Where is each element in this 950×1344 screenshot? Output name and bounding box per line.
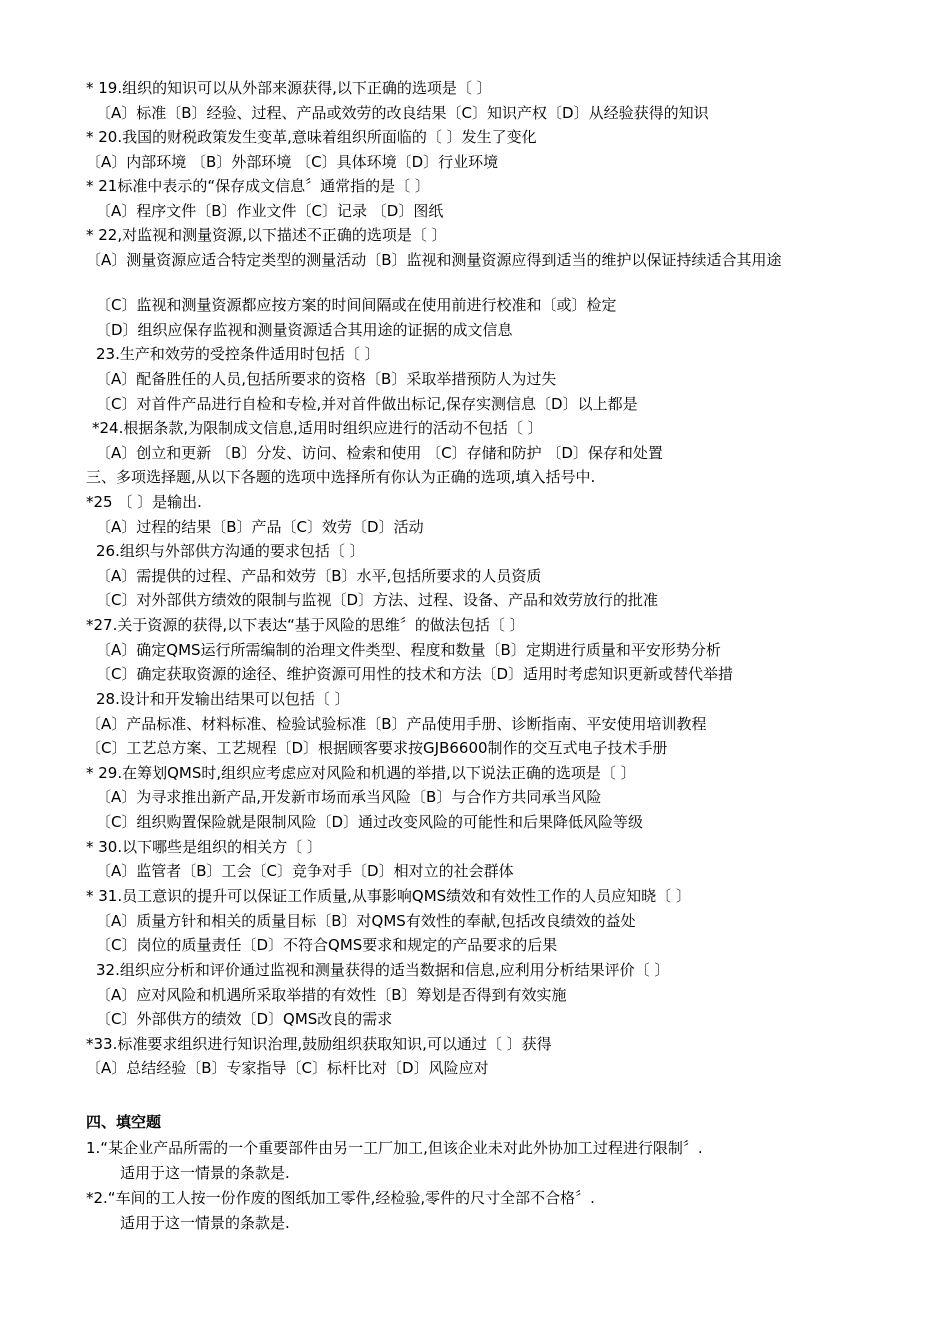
question-19: * 19.组织的知识可以从外部来源获得,以下正确的选项是〔 〕 (86, 79, 492, 97)
question-28: 28.设计和开发输出结果可以包括〔 〕 (96, 690, 350, 708)
question-33: *33.标准要求组织进行知识治理,鼓励组织获取知识,可以通过〔 〕获得 (86, 1035, 552, 1053)
question-23: 23.生产和效劳的受控条件适用时包括〔 〕 (96, 345, 380, 363)
question-29-options-cd: 〔C〕组织购置保险就是限制风险〔D〕通过改变风险的可能性和后果降低风险等级 (96, 813, 644, 831)
question-21-options: 〔A〕程序文件〔B〕作业文件〔C〕记录 〔D〕图纸 (96, 202, 444, 220)
fill-question-1: 1.“某企业产品所需的一个重要部件由另一工厂加工,但该企业未对此外协加工过程进行限制〞. (86, 1139, 703, 1157)
question-33-options: 〔A〕总结经验〔B〕专家指导〔C〕标杆比对〔D〕风险应对 (86, 1059, 489, 1077)
question-23-options-cd: 〔C〕对首件产品进行自检和专检,并对首件做出标记,保存实测信息〔D〕以上都是 (96, 395, 638, 413)
question-31-options-cd: 〔C〕岗位的质量责任〔D〕不符合QMS要求和规定的产品要求的后果 (96, 936, 558, 954)
question-19-options: 〔A〕标准〔B〕经验、过程、产品或效劳的改良结果〔C〕知识产权〔D〕从经验获得的知识 (96, 104, 709, 122)
question-28-options-ab: 〔A〕产品标准、材料标准、检验试验标准〔B〕产品使用手册、诊断指南、平安使用培训教程 (86, 715, 707, 733)
fill-question-2-answer-line: 适用于这一情景的条款是. (120, 1214, 290, 1232)
question-24: *24.根据条款,为限制成文信息,适用时组织应进行的活动不包括〔 〕 (92, 419, 543, 437)
question-32: 32.组织应分析和评价通过监视和测量获得的适当数据和信息,应利用分析结果评价〔 〕 (96, 961, 670, 979)
question-28-options-cd: 〔C〕工艺总方案、工艺规程〔D〕根据顾客要求按GJB6600制作的交互式电子技术手册 (86, 739, 668, 757)
question-29-options-ab: 〔A〕为寻求推出新产品,开发新市场而承当风险〔B〕与合作方共同承当风险 (96, 788, 602, 806)
section-3-heading: 三、多项选择题,从以下各题的选项中选择所有你认为正确的选项,填入括号中. (86, 468, 596, 486)
question-20: * 20.我国的财税政策发生变革,意味着组织所面临的〔 〕发生了变化 (86, 128, 537, 146)
question-22: * 22,对监视和测量资源,以下描述不正确的选项是〔 〕 (86, 226, 447, 244)
question-26-options-cd: 〔C〕对外部供方绩效的限制与监视〔D〕方法、过程、设备、产品和效劳放行的批准 (96, 591, 659, 609)
question-22-option-d: 〔D〕组织应保存监视和测量资源适合其用途的证据的成文信息 (96, 321, 513, 339)
fill-question-1-answer-line: 适用于这一情景的条款是. (120, 1164, 290, 1182)
question-23-options-ab: 〔A〕配备胜任的人员,包括所要求的资格〔B〕采取举措预防人为过失 (96, 370, 557, 388)
question-24-options: 〔A〕创立和更新 〔B〕分发、访问、检索和使用 〔C〕存储和防护 〔D〕保存和处置 (96, 444, 663, 462)
question-22-option-ab: 〔A〕测量资源应适合特定类型的测量活动〔B〕监视和测量资源应得到适当的维护以保证持续适合其用途 (86, 251, 782, 269)
fill-question-2: *2.“车间的工人按一份作废的图纸加工零件,经检验,零件的尺寸全部不合格〞. (86, 1189, 595, 1207)
question-26-options-ab: 〔A〕需提供的过程、产品和效劳〔B〕水平,包括所要求的人员资质 (96, 567, 542, 585)
question-20-options: 〔A〕内部环境 〔B〕外部环境 〔C〕具体环境〔D〕行业环境 (86, 153, 499, 171)
section-4-heading: 四、填空题 (86, 1113, 162, 1131)
question-27-options-cd: 〔C〕确定获取资源的途径、维护资源可用性的技术和方法〔D〕适用时考虑知识更新或替代举措 (96, 665, 734, 683)
question-25: *25 〔 〕是输出. (86, 493, 202, 511)
question-30-options: 〔A〕监管者〔B〕工会〔C〕竞争对手〔D〕相对立的社会群体 (96, 862, 514, 880)
question-32-options-ab: 〔A〕应对风险和机遇所采取举措的有效性〔B〕筹划是否得到有效实施 (96, 986, 567, 1004)
question-25-options: 〔A〕过程的结果〔B〕产品〔C〕效劳〔D〕活动 (96, 518, 424, 536)
question-26: 26.组织与外部供方沟通的要求包括〔 〕 (96, 542, 365, 560)
question-31: * 31.员工意识的提升可以保证工作质量,从事影响QMS绩效和有效性工作的人员应知晓〔 〕 (86, 887, 691, 905)
question-22-option-c: 〔C〕监视和测量资源都应按方案的时间间隔或在使用前进行校准和〔或〕检定 (96, 296, 617, 314)
question-29: * 29.在筹划QMS时,组织应考虑应对风险和机遇的举措,以下说法正确的选项是〔 〕 (86, 764, 636, 782)
question-31-options-ab: 〔A〕质量方针和相关的质量目标〔B〕对QMS有效性的奉献,包括改良绩效的益处 (96, 912, 636, 930)
question-32-options-cd: 〔C〕外部供方的绩效〔D〕QMS改良的需求 (96, 1010, 393, 1028)
question-30: * 30.以下哪些是组织的相关方〔 〕 (86, 838, 322, 856)
question-27-options-ab: 〔A〕确定QMS运行所需编制的治理文件类型、程度和数量〔B〕定期进行质量和平安形势分析 (96, 641, 721, 659)
question-27: *27.关于资源的获得,以下表达“基于风险的思维〞的做法包括〔 〕 (86, 616, 525, 634)
question-21: * 21标准中表示的“保存成文信息〞通常指的是〔 〕 (86, 177, 430, 195)
